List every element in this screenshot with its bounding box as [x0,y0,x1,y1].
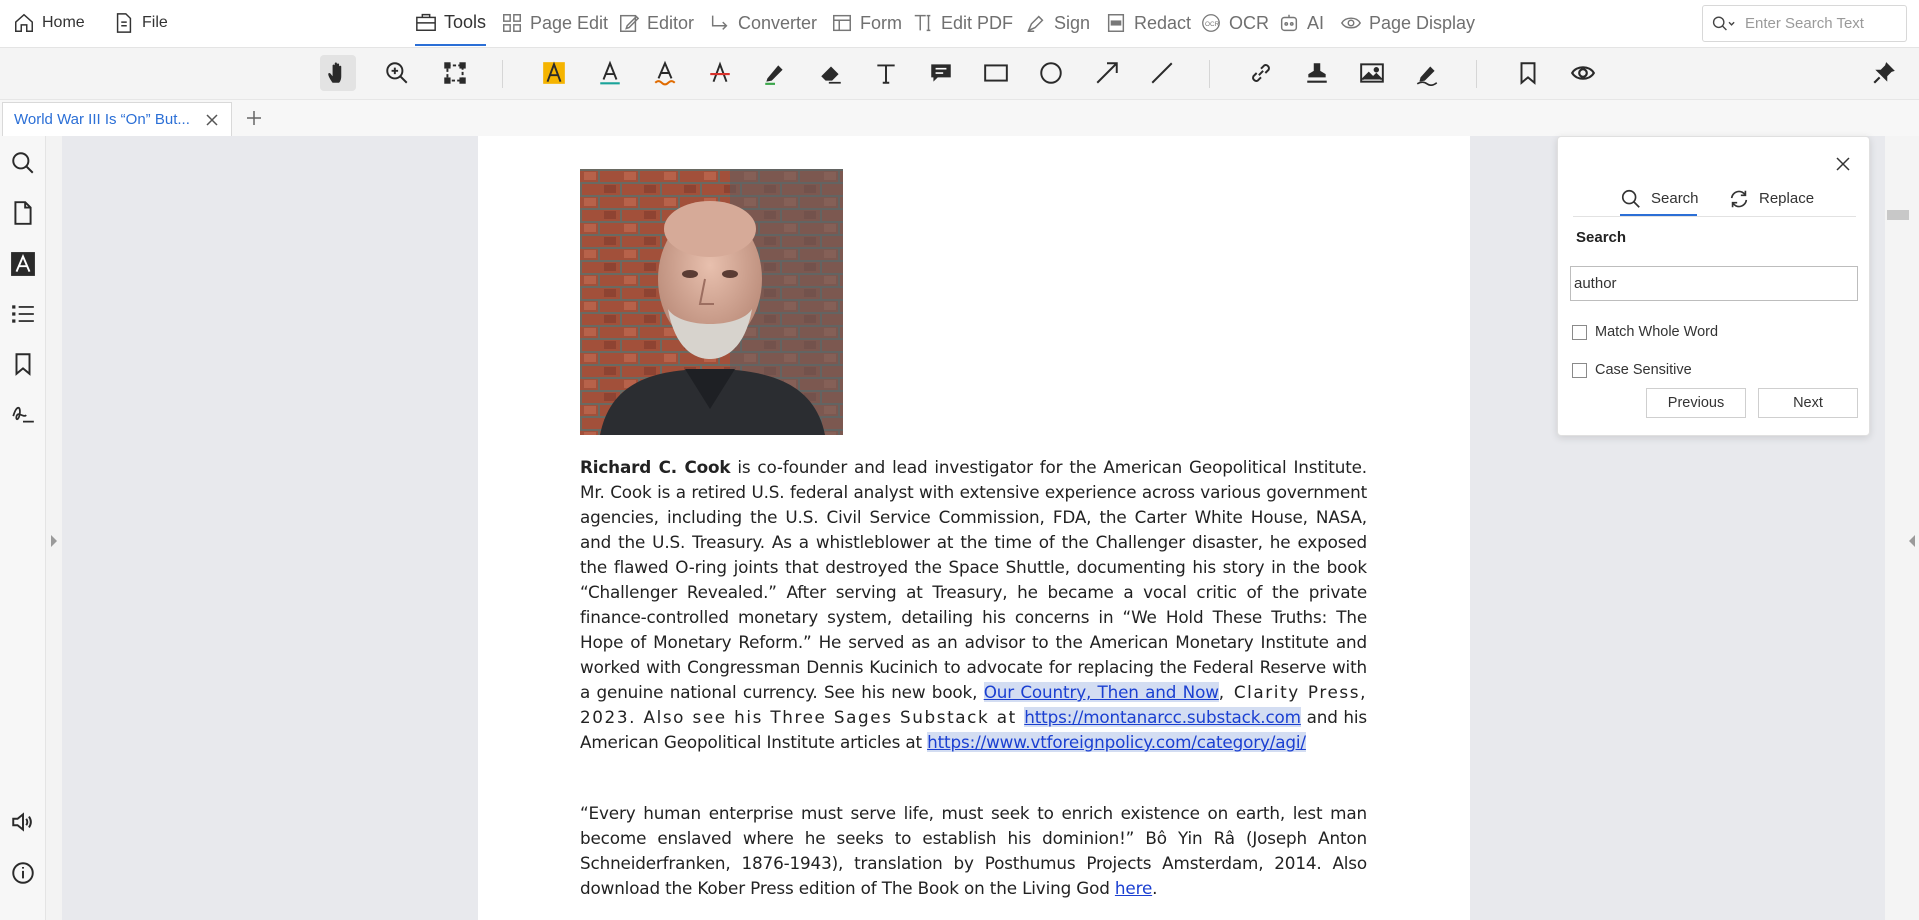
author-name: Richard C. Cook [580,457,731,477]
line-icon [1149,60,1175,86]
bio-text: is co-founder and lead investigator for the American Geopolitical Institute. Mr. Cook is a retired U.S. federal analyst with extensive experience across various government agencies, including the U.S. Civil Service Commission, FDA, the Carter White House, NASA, and the U.S. Treasury. As a whistleblower at the time of the Challenger disaster, he exposed the flawed O-ring joints that destroyed the Space Shuttle, documenting his story in the book “Challenger Revealed.” After serving at Treasury, he became a vocal critic of the private finance-controlled monetary system, detailing his concerns in “We Hold These Truths: The Hope of Monetary Reform.” He served as an advisor to the American Monetary Institute and worked with Congressman Dennis Kucinich to advocate for replacing the Federal Reserve with a genuine national currency. See his new book, [580,457,1367,702]
signature-icon [1414,60,1440,86]
search-icon [10,150,36,176]
page-icon [10,200,36,226]
text-tool-button[interactable] [868,55,904,91]
hand-tool-button[interactable] [320,55,356,91]
font-icon [10,251,36,277]
tab-sign-label: Sign [1054,12,1091,33]
author-bio-paragraph [580,455,1367,755]
toolbar-divider [1476,60,1477,88]
bookmark-icon [10,351,36,377]
form-icon [831,12,853,34]
tab-page-display[interactable] [1340,0,1475,46]
document-tab-title: World War III Is “On” But... [14,111,190,128]
tab-redact-label: Redact [1134,12,1192,33]
ellipse-icon [1038,60,1064,86]
tab-form[interactable] [831,0,902,46]
bio-text-3: and his American Geopolitical Institute articles at [580,707,1367,752]
tab-ocr[interactable] [1200,0,1269,46]
tab-search[interactable] [1620,181,1699,216]
download-here-link[interactable]: here [1114,878,1153,898]
page-grid-icon [501,12,523,34]
image-button[interactable] [1354,55,1390,91]
tab-page-edit[interactable] [501,0,608,46]
line-button[interactable] [1144,55,1180,91]
sign-pen-icon [1025,12,1047,34]
top-search-input[interactable] [1702,5,1907,42]
signature-button[interactable] [1409,55,1445,91]
note-button[interactable] [923,55,959,91]
substack-link[interactable]: https://montanarcc.substack.com [1024,707,1301,727]
match-whole-word-label: Match Whole Word [1595,324,1719,340]
previous-button[interactable]: Previous [1646,388,1746,418]
tab-page-display-label: Page Display [1369,12,1476,33]
sidebar-search-button[interactable] [9,149,37,177]
match-whole-word-checkbox[interactable] [1572,324,1718,340]
tab-replace[interactable] [1728,181,1814,216]
ai-robot-icon [1278,12,1300,34]
tab-replace-label: Replace [1759,190,1815,207]
file-button[interactable] [113,0,168,46]
note-icon [928,60,954,86]
tab-editor[interactable] [618,0,694,46]
zoom-in-button[interactable] [379,55,415,91]
bookmark-icon [1515,60,1541,86]
active-tab-indicator [1620,214,1697,216]
stamp-icon [1304,60,1330,86]
hand-icon [325,60,351,86]
bio-text-2: , Clarity Press, 2023. Also see his Three Sages Substack at [580,682,1368,727]
sidebar-read-aloud-button[interactable] [9,808,37,836]
tab-editor-label: Editor [647,12,695,33]
scrollbar-thumb[interactable] [1887,210,1909,220]
tab-tools[interactable] [415,0,486,46]
add-tab-icon[interactable] [244,108,264,128]
tab-form-label: Form [860,12,902,33]
close-icon[interactable] [203,111,221,129]
sidebar-info-button[interactable] [9,859,37,887]
toolbox-icon [415,11,437,33]
pin-toolbar-button[interactable] [1866,55,1902,91]
ellipse-button[interactable] [1033,55,1069,91]
document-tab[interactable] [2,102,232,136]
top-search-placeholder: Enter Search Text [1745,15,1864,32]
convert-icon [709,12,731,34]
case-sensitive-checkbox[interactable] [1572,362,1692,378]
pen-icon [762,60,788,86]
search-dropdown-icon[interactable] [1711,14,1735,34]
tab-tools-label: Tools [444,11,487,32]
quote-end: . [1152,878,1158,898]
rectangle-button[interactable] [978,55,1014,91]
tab-converter-label: Converter [738,12,818,33]
zoom-in-icon [384,60,410,86]
sidebar-pages-button[interactable] [9,199,37,227]
highlight-icon [541,60,567,86]
squiggly-icon [652,60,678,86]
author-photo [580,169,843,435]
search-heading: Search [1576,229,1627,246]
sidebar-signatures-button[interactable] [9,400,37,428]
search-icon [1620,188,1642,210]
underline-icon [597,60,623,86]
sidebar-outline-button[interactable] [9,300,37,328]
checkbox-box[interactable] [1572,325,1587,340]
file-icon [113,12,135,34]
eraser-icon [818,60,844,86]
eye-icon [1340,12,1362,34]
tab-search-label: Search [1651,190,1699,207]
strikeout-icon [707,60,733,86]
tab-edit-pdf-label: Edit PDF [941,12,1014,33]
ocr-icon [1200,12,1222,34]
tab-edit-pdf[interactable] [912,0,1013,46]
text-icon [873,60,899,86]
expand-left-panel-icon[interactable] [49,533,59,549]
link-icon [1248,60,1274,86]
home-icon [13,12,35,34]
sidebar-bookmarks-button[interactable] [9,350,37,378]
quote-text: “Every human enterprise must serve life, must seek to enrich existence on earth, lest man become enslaved where he seeks to establish his dominion!” Bô Yin Râ (Joseph Anton Schneiderfranken, 1876-1943), translation by Posthumus Projects Amsterdam, 2014. Also download the Kober Press edition of The Book on the Living God [580,803,1367,898]
tab-divider [1573,216,1856,217]
link-button[interactable] [1243,55,1279,91]
highlight-button[interactable] [536,55,572,91]
search-input[interactable] [1570,266,1858,301]
arrow-icon [1094,60,1120,86]
tab-converter[interactable] [709,0,817,46]
marquee-select-icon [442,60,468,86]
tab-ai-label: AI [1307,12,1325,33]
search-panel [1557,136,1870,436]
bookmark-button[interactable] [1510,55,1546,91]
pen-button[interactable] [757,55,793,91]
underline-button[interactable] [592,55,628,91]
view-button[interactable] [1565,55,1601,91]
speaker-icon [10,809,36,835]
tab-redact[interactable] [1105,0,1191,46]
expand-right-panel-icon[interactable] [1907,533,1917,549]
checkbox-box[interactable] [1572,363,1587,378]
sidebar-fonts-button[interactable] [9,250,37,278]
document-tab-bar [0,100,1919,136]
redact-icon [1105,12,1127,34]
tab-ai[interactable] [1278,0,1324,46]
close-icon[interactable] [1834,155,1852,173]
quote-paragraph [580,801,1367,901]
signature-icon [10,401,36,427]
arrow-button[interactable] [1089,55,1125,91]
toolbar-divider [502,60,503,88]
info-icon [10,860,36,886]
book-link[interactable]: Our Country, Then and Now [983,682,1219,702]
left-sidebar [0,136,46,920]
eraser-button[interactable] [813,55,849,91]
svg-text:OCR: OCR [1205,20,1220,28]
stamp-button[interactable] [1299,55,1335,91]
text-edit-icon [912,12,934,34]
edit-icon [618,12,640,34]
squiggly-button[interactable] [647,55,683,91]
tab-page-edit-label: Page Edit [530,12,609,33]
menu-bar [0,0,1919,48]
outline-icon [10,301,36,327]
file-label: File [142,14,168,31]
next-button[interactable]: Next [1758,388,1858,418]
pin-icon [1871,60,1897,86]
annotation-toolbar [0,48,1919,100]
home-label: Home [42,14,85,31]
replace-icon [1728,188,1750,210]
agi-articles-link[interactable]: https://www.vtforeignpolicy.com/category/agi/ [927,732,1306,752]
strikeout-button[interactable] [702,55,738,91]
eye-icon [1570,60,1596,86]
toolbar-divider [1209,60,1210,88]
home-button[interactable] [13,0,85,46]
case-sensitive-label: Case Sensitive [1595,362,1692,378]
tab-ocr-label: OCR [1229,12,1269,33]
image-icon [1359,60,1385,86]
vertical-scrollbar[interactable] [1885,136,1919,920]
rectangle-icon [983,60,1009,86]
marquee-select-button[interactable] [437,55,473,91]
tab-sign[interactable] [1025,0,1090,46]
